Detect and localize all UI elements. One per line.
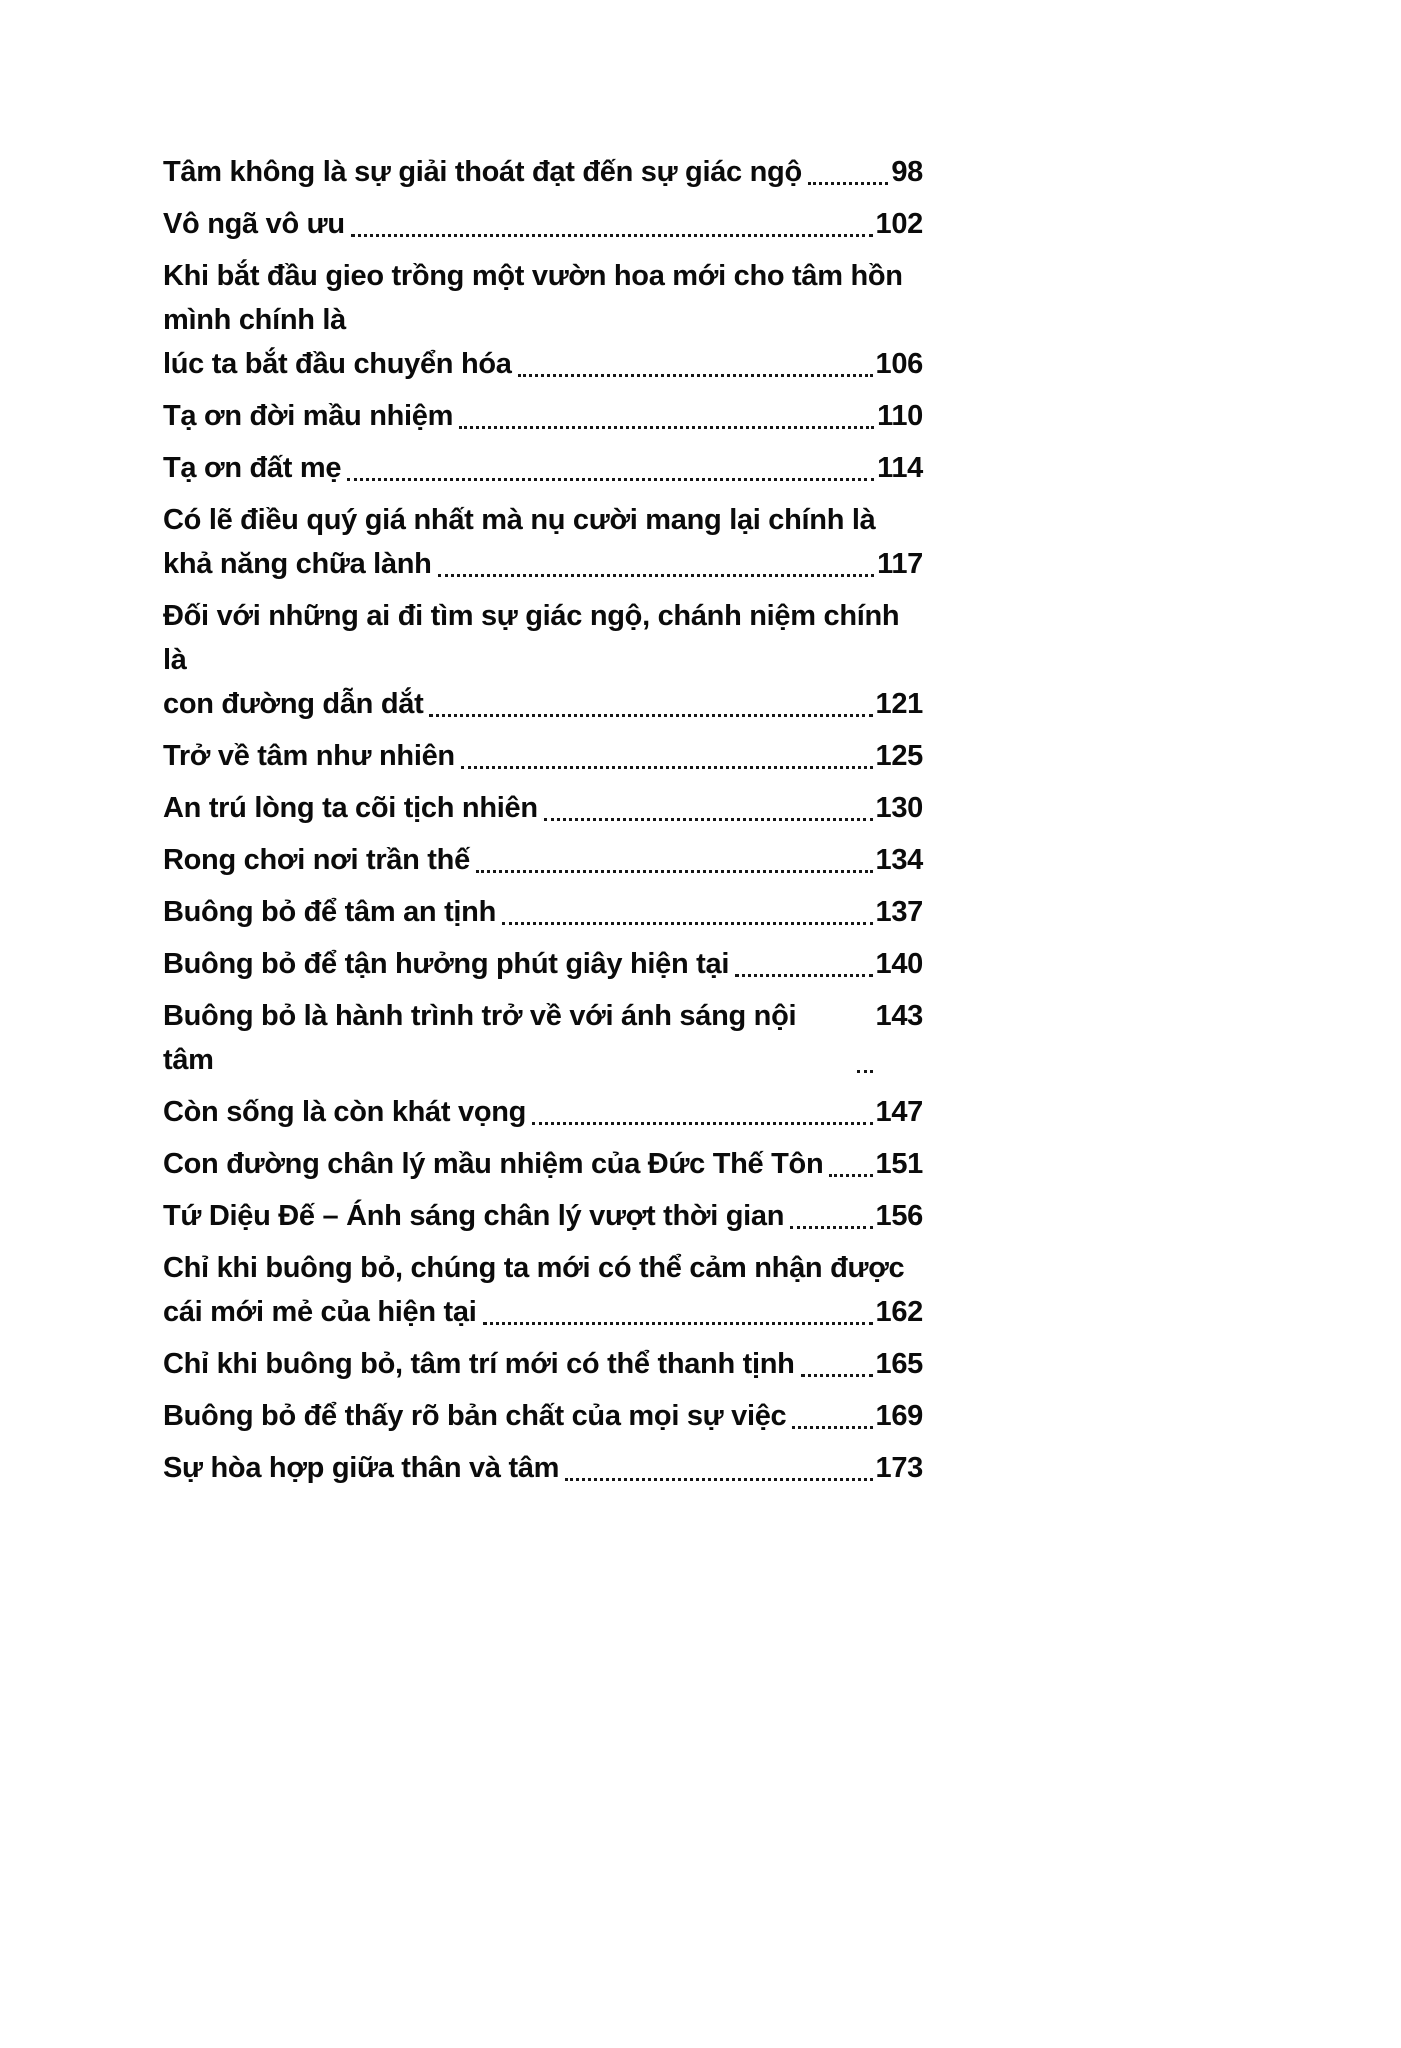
toc-entry (163, 1142, 923, 1186)
toc-line (163, 498, 923, 542)
toc-entry-title: Tạ ơn đất mẹ (163, 452, 342, 484)
toc-entry-title: Chỉ khi buông bỏ, tâm trí mới có thể thanh tịnh (163, 1348, 795, 1380)
toc-line (163, 594, 923, 682)
toc-entry (163, 498, 923, 586)
toc-line (163, 394, 923, 438)
toc-entry (163, 254, 923, 386)
toc-entry-title: Buông bỏ để tận hưởng phút giây hiện tại (163, 948, 730, 980)
toc-entry-title: Đối với những ai đi tìm sự giác ngộ, chánh niệm chính là (163, 600, 908, 676)
toc-entry-title: Tâm không là sự giải thoát đạt đến sự giác ngộ (163, 156, 802, 188)
toc-dot-leader (790, 1226, 872, 1229)
toc-line (163, 786, 923, 830)
toc-entry-title: Tứ Diệu Đế – Ánh sáng chân lý vượt thời gian (163, 1200, 785, 1232)
toc-dot-leader (476, 870, 873, 873)
toc-page-number: 121 (875, 688, 923, 720)
toc-page-number: 140 (875, 948, 923, 980)
toc-page-number: 173 (875, 1452, 923, 1484)
toc-entry-title: Tạ ơn đời mầu nhiệm (163, 400, 454, 432)
toc-dot-leader (829, 1174, 872, 1177)
toc-dot-leader (808, 182, 888, 185)
toc-entry (163, 1090, 923, 1134)
toc-entry (163, 1394, 923, 1438)
toc-dot-leader (565, 1478, 872, 1481)
toc-entry-title: Buông bỏ để tâm an tịnh (163, 896, 497, 928)
toc-dot-leader (438, 574, 875, 577)
toc-dot-leader (461, 766, 873, 769)
toc-entry (163, 594, 923, 726)
toc-entry-title: Khi bắt đầu gieo trồng một vườn hoa mới cho tâm hồn mình chính là (163, 260, 911, 336)
toc-page-number: 143 (875, 1000, 923, 1032)
toc-entry-title: Trở về tâm như nhiên (163, 740, 455, 772)
toc-page-number: 110 (877, 400, 923, 432)
toc-page-number: 117 (877, 548, 923, 580)
toc-line (163, 1246, 923, 1290)
toc-entry-title: khả năng chữa lành (163, 548, 432, 580)
toc-dot-leader (518, 374, 873, 377)
toc-line (163, 1090, 923, 1134)
toc-line (163, 1394, 923, 1438)
toc-line (163, 734, 923, 778)
toc-dot-leader (351, 234, 873, 237)
toc-line (163, 682, 923, 726)
toc-dot-leader (429, 714, 872, 717)
toc-entry (163, 1246, 923, 1334)
toc-entry-title: An trú lòng ta cõi tịch nhiên (163, 792, 538, 824)
toc-dot-leader (857, 1070, 873, 1073)
toc-entry (163, 150, 923, 194)
toc-entry-title: con đường dẫn dắt (163, 688, 424, 720)
toc-line (163, 890, 923, 934)
toc-entry (163, 1446, 923, 1490)
toc-dot-leader (502, 922, 872, 925)
toc-entry (163, 786, 923, 830)
toc-line (163, 1446, 923, 1490)
toc-line (163, 1290, 923, 1334)
toc-line (163, 254, 923, 342)
toc-entry (163, 202, 923, 246)
toc-dot-leader (532, 1122, 872, 1125)
toc-entry-title: Buông bỏ là hành trình trở về với ánh sáng nội tâm (163, 1000, 805, 1076)
toc-line (163, 342, 923, 386)
toc-dot-leader (544, 818, 873, 821)
toc-line (163, 1342, 923, 1386)
toc-page-number: 151 (875, 1148, 923, 1180)
toc-dot-leader (792, 1426, 872, 1429)
toc-page-number: 134 (875, 844, 923, 876)
toc-page-number: 162 (875, 1296, 923, 1328)
toc-dot-leader (347, 478, 874, 481)
toc-line (163, 1194, 923, 1238)
toc-line (163, 942, 923, 986)
toc-entry (163, 890, 923, 934)
toc-page-number: 98 (891, 156, 923, 188)
toc-entry (163, 1194, 923, 1238)
toc-entry (163, 838, 923, 882)
toc-entry-title: Buông bỏ để thấy rõ bản chất của mọi sự việc (163, 1400, 787, 1432)
toc-line (163, 542, 923, 586)
toc-page-number: 102 (875, 208, 923, 240)
toc-page-number: 169 (875, 1400, 923, 1432)
toc-line (163, 446, 923, 490)
toc-entry-title: Còn sống là còn khát vọng (163, 1096, 527, 1128)
toc-entry-title: cái mới mẻ của hiện tại (163, 1296, 477, 1328)
toc-page-number: 106 (875, 348, 923, 380)
toc-entry-title: Con đường chân lý mầu nhiệm của Đức Thế Tôn (163, 1148, 824, 1180)
toc-entry-title: Vô ngã vô ưu (163, 208, 345, 240)
toc-entry-title: Có lẽ điều quý giá nhất mà nụ cười mang lại chính là (163, 504, 876, 536)
toc-dot-leader (801, 1374, 873, 1377)
toc-page-number: 137 (875, 896, 923, 928)
toc-list (163, 150, 923, 1498)
toc-entry-title: Chỉ khi buông bỏ, chúng ta mới có thể cảm nhận được (163, 1252, 905, 1284)
toc-page-number: 147 (875, 1096, 923, 1128)
toc-entry-title: Rong chơi nơi trần thế (163, 844, 470, 876)
toc-page-number: 130 (875, 792, 923, 824)
toc-page-number: 165 (875, 1348, 923, 1380)
toc-entry-title: lúc ta bắt đầu chuyển hóa (163, 348, 512, 380)
toc-page-number: 156 (875, 1200, 923, 1232)
toc-entry (163, 1342, 923, 1386)
toc-line (163, 1142, 923, 1186)
toc-entry (163, 394, 923, 438)
toc-line (163, 838, 923, 882)
toc-page-number: 114 (877, 452, 923, 484)
toc-line (163, 202, 923, 246)
toc-entry-title: Sự hòa hợp giữa thân và tâm (163, 1452, 560, 1484)
toc-entry (163, 942, 923, 986)
toc-dot-leader (483, 1322, 873, 1325)
toc-line (163, 150, 923, 194)
toc-line (163, 994, 923, 1082)
toc-entry (163, 994, 923, 1082)
toc-dot-leader (459, 426, 874, 429)
toc-entry (163, 734, 923, 778)
toc-page-number: 125 (875, 740, 923, 772)
toc-entry (163, 446, 923, 490)
toc-dot-leader (735, 974, 872, 977)
